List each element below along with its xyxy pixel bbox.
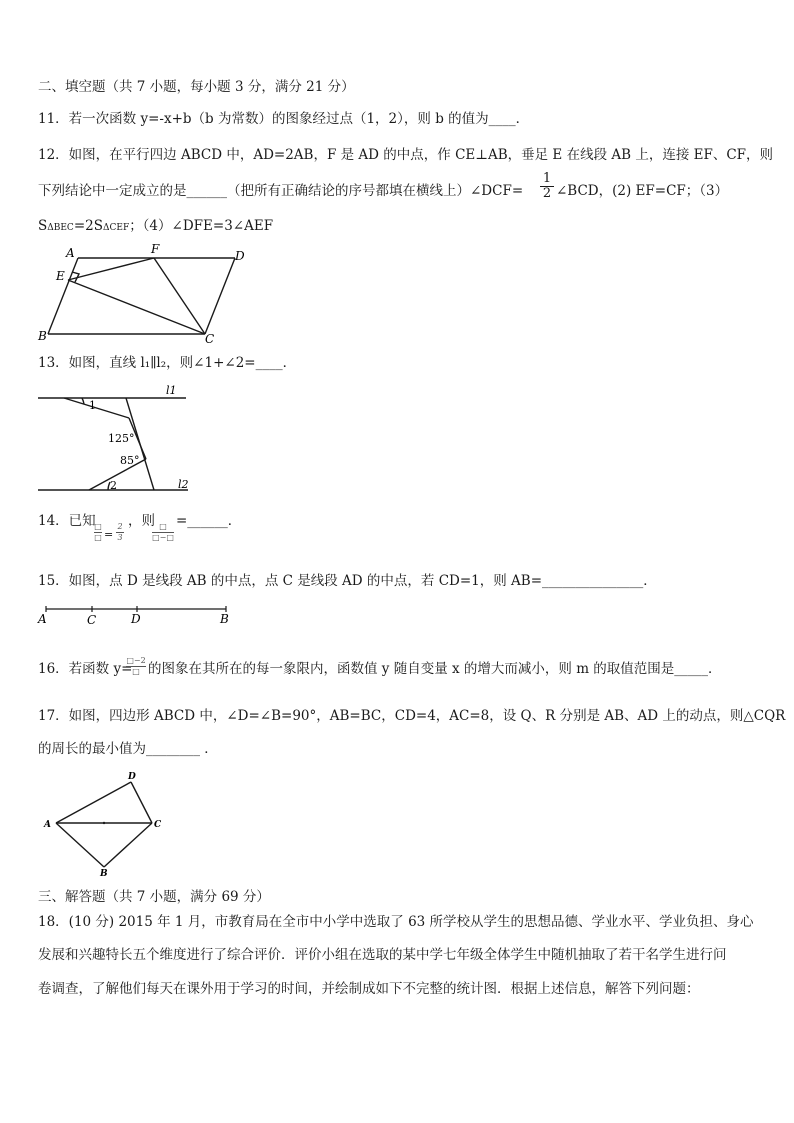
- ask-numerator: □: [159, 522, 167, 531]
- function-denominator: □: [126, 666, 146, 677]
- given-fraction: [94, 522, 102, 543]
- label-angle-85: 85°: [120, 454, 140, 467]
- conclusion-4: ；（4）∠DFE=3∠AEF: [129, 218, 274, 234]
- fraction-one-half: [540, 172, 554, 201]
- fraction-denominator: 2: [540, 186, 554, 201]
- question-11: 11．若一次函数 y=-x+b（b 为常数）的图象经过点（1，2），则 b 的值为____．: [38, 111, 530, 127]
- label-d: D: [131, 612, 141, 626]
- question-18-line3: 卷调查，了解他们每天在课外用于学习的时间，并绘制成如下不完整的统计图．根据上述信息，解答下列问题：: [38, 981, 700, 997]
- question-15: 15．如图，点 D 是线段 AB 的中点，点 C 是线段 AD 的中点，若 CD=1，则 AB=_______________．: [38, 573, 657, 589]
- label-e: E: [56, 269, 65, 283]
- question-12-line2b: ∠BCD，(2) EF=CF；（3）: [556, 183, 729, 199]
- question-18-line1: 18．(10 分) 2015 年 1 月，市教育局在全市中小学中选取了 63 所学校从学生的思想品德、学业水平、学业负担、身心: [38, 914, 754, 930]
- label-d: D: [235, 249, 245, 263]
- label-d: D: [128, 772, 136, 782]
- label-a: A: [66, 246, 75, 260]
- parallel-lines-figure: [36, 382, 196, 497]
- label-angle-2: 2: [110, 479, 117, 492]
- label-l1: l1: [166, 384, 177, 397]
- question-12-line1: 12．如图，在平行四边 ABCD 中，AD=2AB，F 是 AD 的中点，作 CE⊥AB，垂足 E 在线段 AB 上，连接 EF、CF，则: [38, 147, 774, 163]
- label-angle-125: 125°: [108, 432, 135, 445]
- label-b: B: [220, 612, 229, 626]
- quadrilateral-figure: [36, 768, 176, 878]
- fraction-numerator: 1: [542, 171, 552, 186]
- question-16-tail: 的图象在其所在的每一象限内，函数值 y 随自变量 x 的增大而减小，则 m 的取值范围是_____．: [148, 661, 722, 677]
- question-12-line2a: 下列结论中一定成立的是______（把所有正确结论的序号都填在横线上）∠DCF=: [38, 183, 524, 199]
- given-denominator: □: [94, 533, 102, 542]
- label-c: C: [154, 820, 162, 830]
- function-fraction: [126, 656, 146, 677]
- function-numerator: □−2: [126, 656, 146, 665]
- triangle-subscript: ΔBEC: [47, 223, 74, 233]
- label-c: C: [205, 332, 215, 345]
- question-16-lead: 16．若函数 y=: [38, 661, 133, 677]
- question-12-line3: [38, 217, 273, 237]
- label-a: A: [38, 612, 47, 626]
- section-heading: 二、填空题（共 7 小题，每小题 3 分，满分 21 分）: [38, 79, 355, 95]
- label-f: F: [151, 242, 160, 256]
- given-numerator: □: [94, 522, 102, 531]
- question-14-then: ，则: [128, 513, 155, 529]
- given-value-numerator: 2: [117, 522, 123, 531]
- question-14-tail: =______．: [176, 513, 242, 529]
- label-b: B: [38, 329, 47, 343]
- parallelogram-figure: [32, 240, 262, 345]
- area-equals: =2S: [73, 218, 103, 234]
- given-equals: =: [104, 528, 114, 541]
- ask-fraction: [152, 522, 174, 543]
- triangle-subscript: ΔCEF: [102, 223, 130, 233]
- ask-denominator: □−□: [152, 533, 174, 542]
- label-c: C: [87, 613, 97, 627]
- given-value-denominator: 3: [117, 533, 123, 542]
- given-value-fraction: [116, 522, 124, 543]
- area-symbol: S: [38, 218, 48, 234]
- label-a: A: [44, 820, 51, 830]
- question-18-line2: 发展和兴趣特长五个维度进行了综合评价．评价小组在选取的某中学七年级全体学生中随机抽取了若干名学生进行问: [38, 947, 727, 963]
- label-b: B: [100, 869, 108, 878]
- question-14-lead: 14．已知: [38, 513, 96, 529]
- label-l2: l2: [178, 478, 189, 491]
- question-13: 13．如图，直线 l₁∥l₂，则∠1+∠2=____．: [38, 355, 297, 371]
- section-heading: 三、解答题（共 7 小题，满分 69 分）: [38, 889, 270, 905]
- question-17-line1: 17．如图，四边形 ABCD 中，∠D=∠B=90°，AB=BC，CD=4，AC=8，设 Q、R 分别是 AB、AD 上的动点，则△CQR: [38, 708, 786, 724]
- label-angle-1: 1: [89, 399, 96, 412]
- question-17-line2: 的周长的最小值为________ ．: [38, 741, 218, 757]
- line-segment-figure: [36, 600, 236, 630]
